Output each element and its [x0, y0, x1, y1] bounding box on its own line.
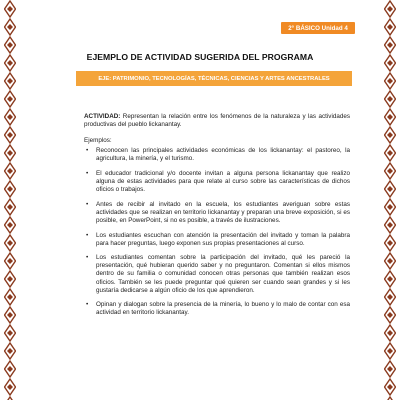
border-diamond-core [387, 150, 393, 156]
border-diamond-core [387, 312, 393, 318]
border-diamond-core [7, 150, 13, 156]
border-diamond-core [387, 42, 393, 48]
examples-label: Ejemplos: [84, 137, 112, 145]
list-item-text: El educador tradicional y/o docente invitan a alguna persona lickanantay que realizo alguna de estas actividades para que relate al curso sobre las características de dichos oficios o trabajos. [96, 169, 350, 194]
border-diamond-core [387, 348, 393, 354]
page-title: EJEMPLO DE ACTIVIDAD SUGERIDA DEL PROGRAMA [86, 52, 314, 62]
border-diamond-core [7, 6, 13, 12]
border-diamond-core [7, 240, 13, 246]
border-diamond-core [7, 204, 13, 210]
bullet-icon: • [86, 301, 89, 309]
border-diamond-core [387, 114, 393, 120]
eje-banner: EJE: PATRIMONIO, TECNOLOGÍAS, TÉCNICAS, CIENCIAS Y ARTES ANCESTRALES [76, 71, 352, 86]
border-diamond-core [387, 222, 393, 228]
border-diamond-core [7, 294, 13, 300]
border-diamond-core [387, 240, 393, 246]
activity-paragraph [84, 113, 350, 129]
list-item-text: Antes de recibir al invitado en la escuela, los estudiantes averiguan sobre estas actividades que se realizan en territorio lickanantay y preparan una breve exposición, si es posible, en PowerPoint, si no es posible, a través de ilustraciones. [96, 200, 350, 224]
border-diamond-core [387, 96, 393, 102]
border-diamond-core [7, 96, 13, 102]
bullet-icon: • [86, 200, 89, 208]
border-diamond-core [7, 348, 13, 354]
list-item [84, 232, 350, 248]
border-diamond-core [387, 132, 393, 138]
border-diamond-core [387, 384, 393, 390]
border-diamond-core [7, 258, 13, 264]
border-diamond-core [7, 384, 13, 390]
border-diamond-core [7, 222, 13, 228]
list-item-text: Reconocen las principales actividades económicas de los lickanantay: el pastoreo, la agricultura, la minería, y el turismo. [96, 147, 350, 163]
border-diamond-core [387, 168, 393, 174]
list-item [84, 254, 350, 294]
border-diamond-core [387, 258, 393, 264]
border-diamond-core [7, 330, 13, 336]
border-diamond-core [7, 24, 13, 30]
border-diamond-core [387, 366, 393, 372]
examples-list [84, 147, 350, 317]
list-item [84, 301, 350, 317]
bullet-icon: • [86, 254, 89, 262]
border-diamond-core [7, 276, 13, 282]
border-diamond-core [387, 24, 393, 30]
border-diamond-core [387, 6, 393, 12]
content-body [84, 113, 350, 317]
list-item [84, 147, 350, 163]
activity-text: Representan la relación entre los fenómenos de la naturaleza y las actividades productivas del pueblo lickanantay. [84, 113, 350, 129]
activity-label: ACTIVIDAD: [84, 113, 121, 120]
border-diamond-core [387, 186, 393, 192]
border-diamond-core [7, 312, 13, 318]
unit-tab: 2° BÁSICO Unidad 4 [281, 22, 355, 34]
border-diamond-core [7, 78, 13, 84]
border-diamond-core [387, 78, 393, 84]
list-item [84, 201, 350, 225]
border-diamond-core [387, 294, 393, 300]
bullet-icon: • [86, 147, 89, 155]
border-diamond-core [7, 186, 13, 192]
border-diamond-core [7, 42, 13, 48]
list-item-text: Opinan y dialogan sobre la presencia de la minería, lo bueno y lo malo de contar con esa actividad en territorio lickanantay. [96, 301, 350, 317]
bullet-icon: • [86, 169, 89, 177]
border-diamond-core [7, 114, 13, 120]
list-item-text: Los estudiantes escuchan con atención la presentación del invitado y toman la palabra para hacer preguntas, luego exponen sus propias presentaciones al curso. [96, 231, 350, 247]
list-item-text: Los estudiantes comentan sobre la participación del invitado, qué les pareció la presentación, qué hubieran querido saber y no preguntaron. Comentan si ellos mismos dentro de su familia o comunidad conocen otras personas que también realizan esos oficios. También se les puede preguntar qué quieren ser cuando sean grandes y si les gustaría dedicarse a algún oficio de los que aprendieron. [96, 254, 350, 294]
border-diamond-core [387, 330, 393, 336]
bullet-icon: • [86, 231, 89, 239]
border-diamond-core [387, 276, 393, 282]
border-diamond-core [387, 204, 393, 210]
border-diamond-core [7, 366, 13, 372]
border-diamond-core [7, 132, 13, 138]
list-item [84, 170, 350, 194]
border-diamond-core [7, 168, 13, 174]
